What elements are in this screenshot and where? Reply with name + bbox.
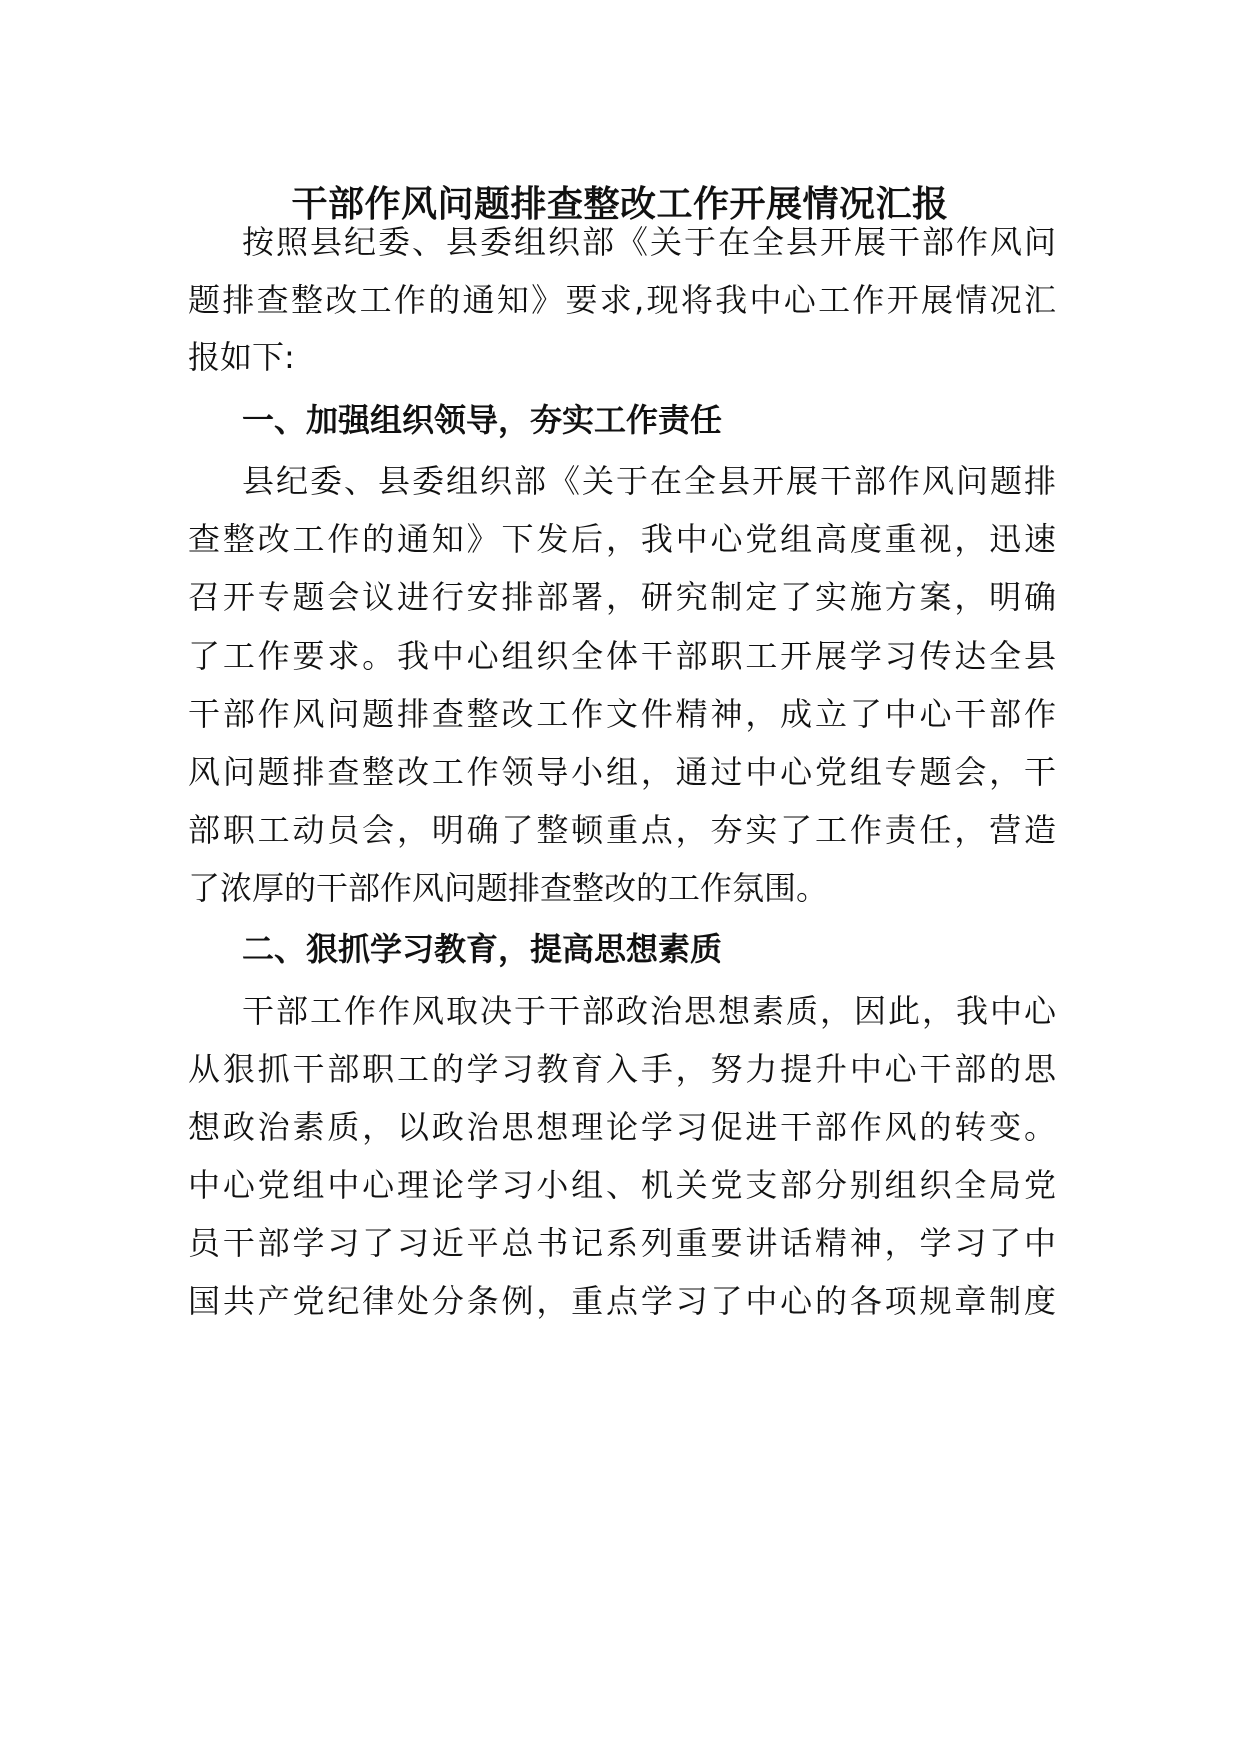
intro-line-3: 报如下: xyxy=(188,338,295,376)
intro-line-2: 题排查整改工作的通知》要求,现将我中心工作开展情况汇 xyxy=(188,281,1056,319)
section-1-line-6: 风问题排查整改工作领导小组，通过中心党组专题会，干 xyxy=(188,753,1056,791)
section-1-line-8: 了浓厚的干部作风问题排查整改的工作氛围。 xyxy=(188,869,829,907)
section-1-heading: 一、加强组织领导，夯实工作责任 xyxy=(242,401,723,439)
section-1-line-3: 召开专题会议进行安排部署，研究制定了实施方案，明确 xyxy=(188,578,1056,616)
section-1-line-2: 查整改工作的通知》下发后，我中心党组高度重视，迅速 xyxy=(188,520,1056,558)
section-2-line-4: 中心党组中心理论学习小组、机关党支部分别组织全局党 xyxy=(188,1166,1056,1204)
section-2-line-6: 国共产党纪律处分条例，重点学习了中心的各项规章制度 xyxy=(188,1282,1056,1320)
section-2-line-2: 从狠抓干部职工的学习教育入手，努力提升中心干部的思 xyxy=(188,1050,1056,1088)
section-1-line-4: 了工作要求。我中心组织全体干部职工开展学习传达全县 xyxy=(188,637,1056,675)
section-1-line-1: 县纪委、县委组织部《关于在全县开展干部作风问题排 xyxy=(242,462,1056,500)
section-1-line-7: 部职工动员会，明确了整顿重点，夯实了工作责任，营造 xyxy=(188,811,1056,849)
section-2-heading: 二、狠抓学习教育，提高思想素质 xyxy=(242,930,723,968)
section-2-line-5: 员干部学习了习近平总书记系列重要讲话精神，学习了中 xyxy=(188,1224,1056,1262)
section-2-line-3: 想政治素质，以政治思想理论学习促进干部作风的转变。 xyxy=(188,1108,1056,1146)
document-title: 干部作风问题排查整改工作开展情况汇报 xyxy=(291,184,949,225)
section-2-line-1: 干部工作作风取决于干部政治思想素质，因此，我中心 xyxy=(242,992,1056,1030)
intro-line-1: 按照县纪委、县委组织部《关于在全县开展干部作风问 xyxy=(242,223,1056,261)
section-1-line-5: 干部作风问题排查整改工作文件精神，成立了中心干部作 xyxy=(188,695,1056,733)
